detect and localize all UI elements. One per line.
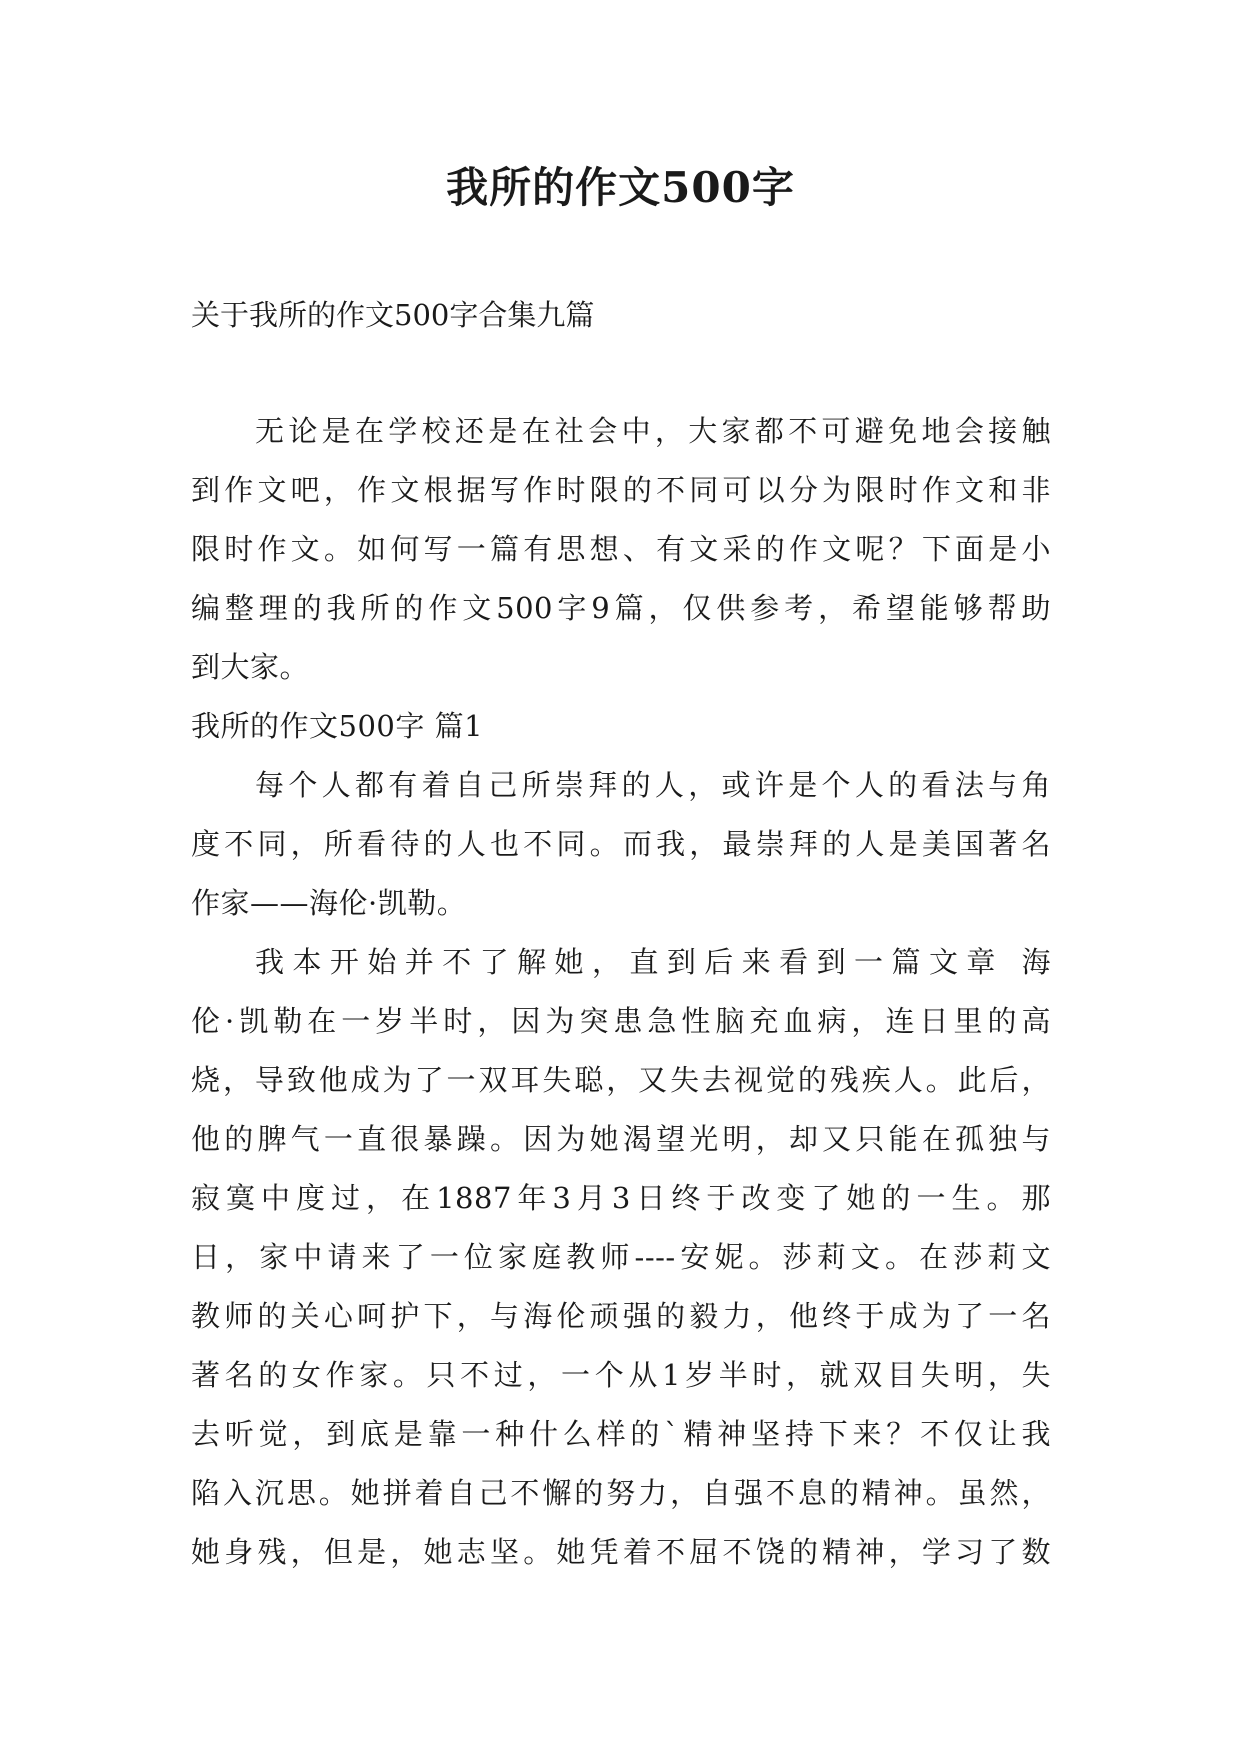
paragraph-line: 陷入沉思。她拼着自己不懈的努力，自强不息的精神。虽然， <box>191 1476 1051 1510</box>
paragraph-line: 到大家。 <box>191 650 310 684</box>
paragraph-line: 每个人都有着自己所崇拜的人，或许是个人的看法与角 <box>255 768 1051 802</box>
paragraph-line: 寂寞中度过，在1887年3月3日终于改变了她的一生。那 <box>191 1181 1051 1215</box>
paragraph-line: 编整理的我所的作文500字9篇，仅供参考，希望能够帮助 <box>191 591 1051 625</box>
paragraph-line: 他的脾气一直很暴躁。因为她渴望光明，却又只能在孤独与 <box>191 1122 1051 1156</box>
paragraph-line: 限时作文。如何写一篇有思想、有文采的作文呢？下面是小 <box>191 532 1051 566</box>
paragraph-line: 烧，导致他成为了一双耳失聪，又失去视觉的残疾人。此后， <box>191 1063 1051 1097</box>
document-body <box>191 402 1051 1582</box>
paragraph-line: 作家——海伦·凯勒。 <box>191 886 467 920</box>
paragraph-line: 我本开始并不了解她，直到后来看到一篇文章 海 <box>255 945 1051 979</box>
paragraph-line: 到作文吧，作文根据写作时限的不同可以分为限时作文和非 <box>191 473 1051 507</box>
paragraph-line: 伦·凯勒在一岁半时，因为突患急性脑充血病，连日里的高 <box>191 1004 1051 1038</box>
document-title: 我所的作文500字 <box>446 163 795 212</box>
paragraph-line: 去听觉，到底是靠一种什么样的`精神坚持下来？不仅让我 <box>191 1417 1051 1451</box>
document-subtitle: 关于我所的作文500字合集九篇 <box>191 298 595 332</box>
paragraph-line: 她身残，但是，她志坚。她凭着不屈不饶的精神，学习了数 <box>191 1535 1051 1569</box>
paragraph-line: 教师的关心呵护下，与海伦顽强的毅力，他终于成为了一名 <box>191 1299 1051 1333</box>
paragraph-line: 度不同，所看待的人也不同。而我，最崇拜的人是美国著名 <box>191 827 1051 861</box>
section-heading: 我所的作文500字 篇1 <box>191 709 484 743</box>
paragraph-line: 著名的女作家。只不过，一个从1岁半时，就双目失明，失 <box>191 1358 1051 1392</box>
paragraph-line: 无论是在学校还是在社会中，大家都不可避免地会接触 <box>255 414 1051 448</box>
paragraph-line: 日，家中请来了一位家庭教师----安妮。莎莉文。在莎莉文 <box>191 1240 1051 1274</box>
